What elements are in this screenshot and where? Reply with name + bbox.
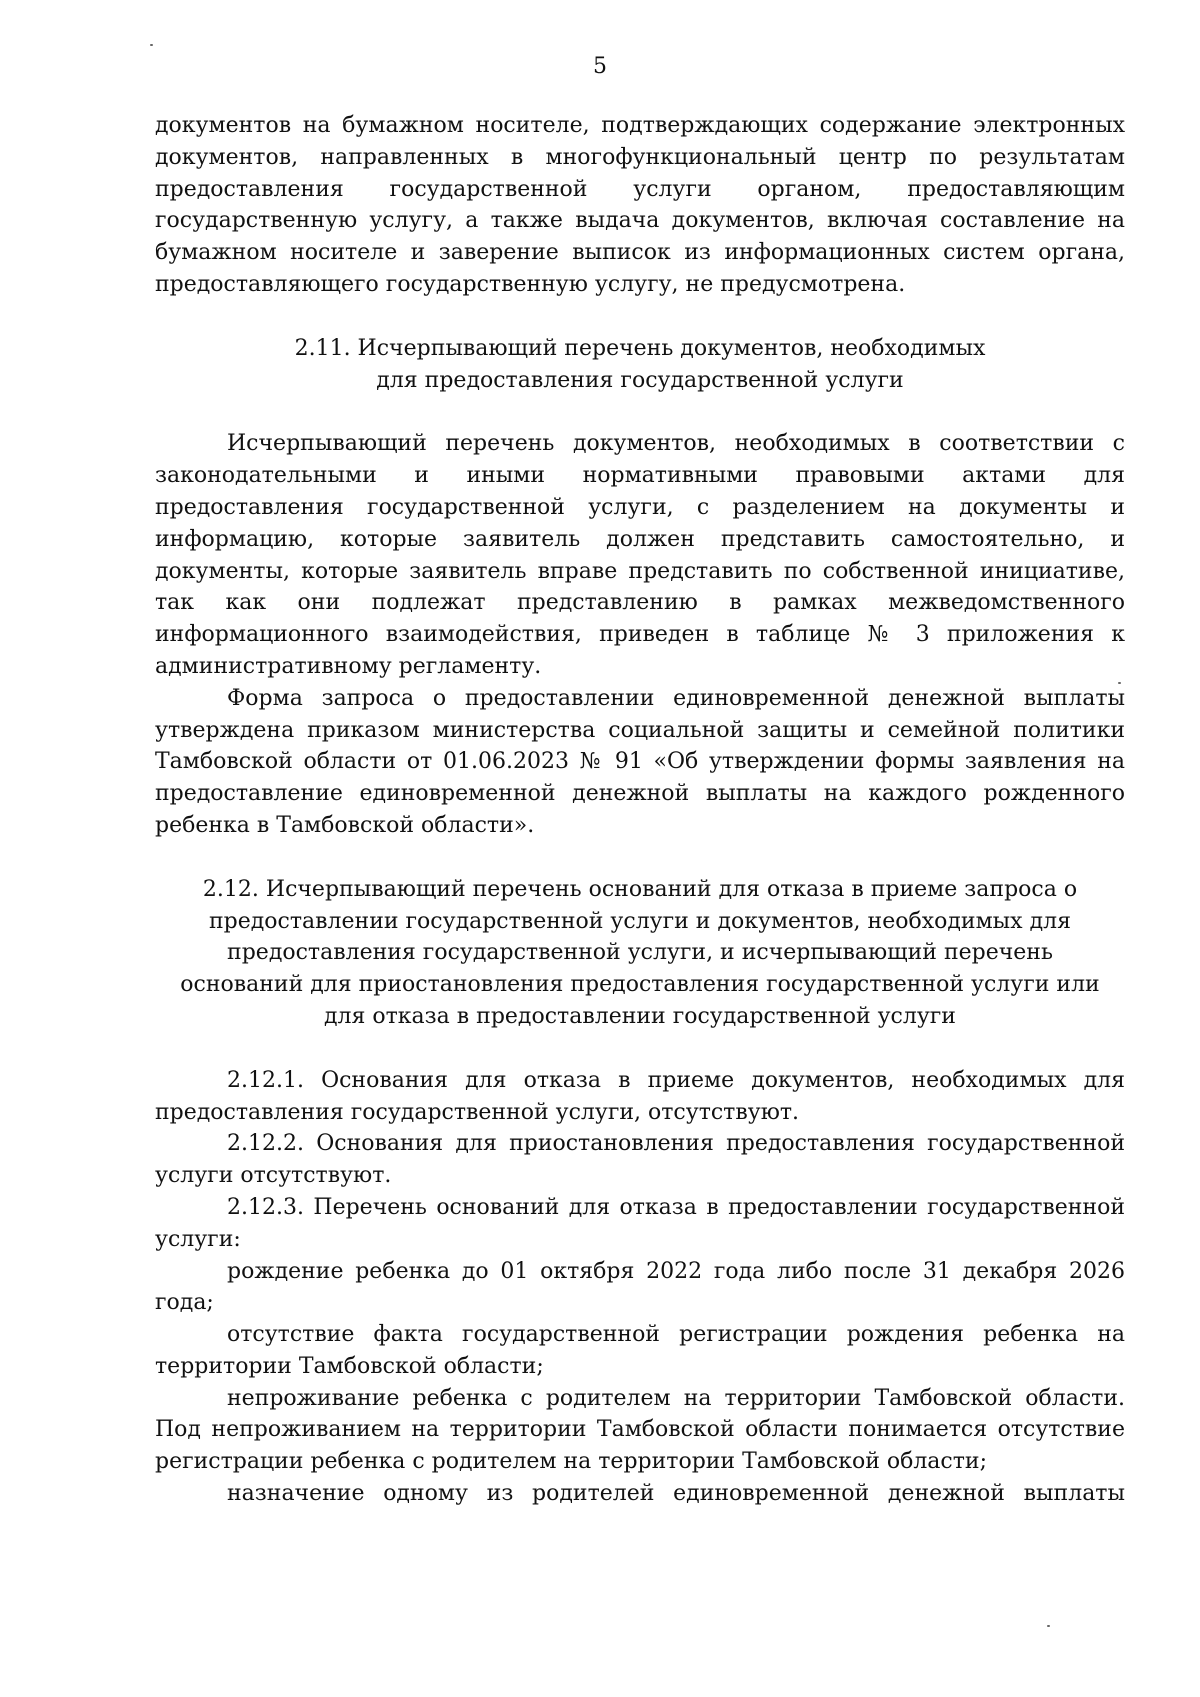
- heading-line: 2.12. Исчерпывающий перечень оснований для отказа в приеме запроса о: [202, 876, 1078, 902]
- heading-line: оснований для приостановления предоставления государственной услуги или: [180, 972, 1100, 998]
- scan-speck: [1118, 682, 1121, 684]
- heading-line: для отказа в предоставлении государственной услуги: [324, 1003, 956, 1029]
- page-number: 5: [593, 54, 607, 79]
- section-2-12-heading: [155, 874, 1125, 1033]
- document-body: [155, 110, 1125, 1510]
- refusal-reason-item: непроживание ребенка с родителем на территории Тамбовской области. Под непроживанием на территории Тамбовской области понимается отсутствие регистрации ребенка с родителем на территории Тамбовской области;: [155, 1385, 1125, 1475]
- continuation-paragraph: документов на бумажном носителе, подтверждающих содержание электронных документов, направленных в многофункциональный центр по результатам предоставления государственной услуги органом, предоставляющим государственную услугу, а также выдача документов, включая составление на бумажном носителе и заверение выписок из информационных систем органа, предоставляющего государственную услугу, не предусмотрена.: [155, 113, 1125, 297]
- scan-speck: [150, 44, 153, 46]
- refusal-reason-item: рождение ребенка до 01 октября 2022 года либо после 31 декабря 2026 года;: [155, 1258, 1125, 1316]
- clause-2-12-3: 2.12.3. Перечень оснований для отказа в предоставлении государственной услуги:: [155, 1194, 1125, 1252]
- heading-line: предоставления государственной услуги, и исчерпывающий перечень: [227, 940, 1053, 966]
- section-2-11-paragraph: Форма запроса о предоставлении единовременной денежной выплаты утверждена приказом министерства социальной защиты и семейной политики Тамбовской области от 01.06.2023 № 91 «Об утверждении формы заявления на предоставление единовременной денежной выплаты на каждого рожденного ребенка в Тамбовской области».: [155, 685, 1125, 838]
- clause-2-12-2: 2.12.2. Основания для приостановления предоставления государственной услуги отсутствуют.: [155, 1131, 1125, 1189]
- section-2-11-paragraph: Исчерпывающий перечень документов, необходимых в соответствии с законодательными и иными нормативными правовыми актами для предоставления государственной услуги, с разделением на документы и информацию, которые заявитель должен представить самостоятельно, и документы, которые заявитель вправе представить по собственной инициативе, так как они подлежат представлению в рамках межведомственного информационного взаимодействия, приведен в таблице № 3 приложения к административному регламенту.: [155, 431, 1125, 679]
- heading-line: для предоставления государственной услуги: [376, 367, 904, 393]
- refusal-reason-item: назначение одному из родителей единовременной денежной выплаты: [227, 1481, 1125, 1507]
- scan-speck: [1047, 1625, 1050, 1627]
- heading-line: предоставлении государственной услуги и документов, необходимых для: [209, 908, 1071, 934]
- heading-line: 2.11. Исчерпывающий перечень документов, необходимых: [294, 335, 986, 361]
- clause-2-12-1: 2.12.1. Основания для отказа в приеме документов, необходимых для предоставления государственной услуги, отсутствуют.: [155, 1067, 1125, 1125]
- section-2-11-heading: [155, 333, 1125, 397]
- refusal-reason-item: отсутствие факта государственной регистрации рождения ребенка на территории Тамбовской области;: [155, 1322, 1125, 1379]
